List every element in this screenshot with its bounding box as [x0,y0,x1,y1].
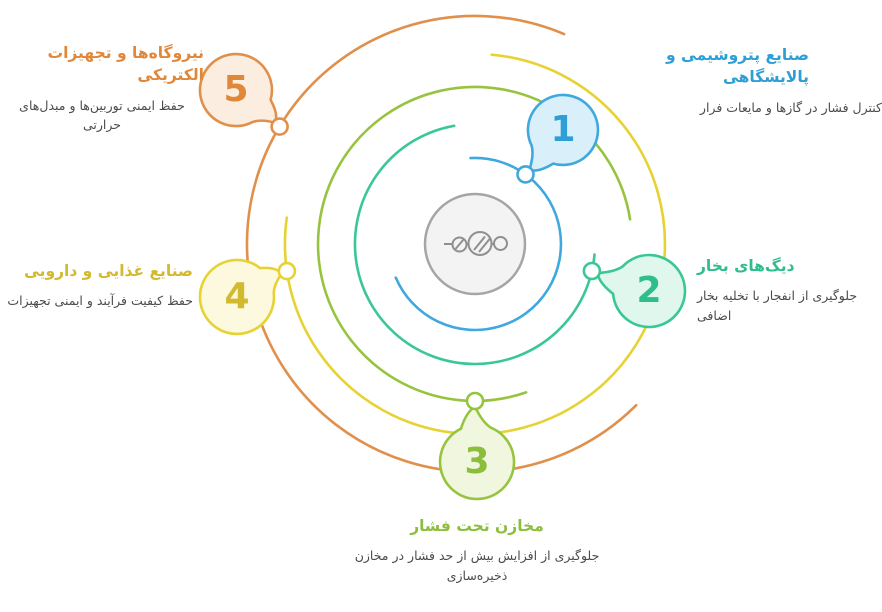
bubble-number-1: 1 [550,109,576,150]
section-2-label [697,255,882,325]
section-5-description: حفظ ایمنی توربین‌ها و مبدل‌های حرارتی [19,97,185,133]
section-5-title: نیروگاه‌ها و تجهیزات الکتریکی [47,44,204,85]
bubble-number-5: 5 [223,69,249,110]
section-1-label [652,44,882,117]
section-4-label [2,260,193,311]
bubble-number-4: 4 [224,276,250,317]
section-1-description: کنترل فشار در گازها و مایعات فرار [699,99,882,115]
section-2-title: دیگ‌های بخار [697,257,795,275]
section-3-label [352,515,602,585]
ring-node-4 [279,263,295,279]
bubble-number-3: 3 [464,441,490,482]
ring-node-3 [467,393,483,409]
section-5-label [0,42,204,135]
ring-node-5 [272,119,288,135]
section-3-title: مخازن تحت فشار [410,517,544,535]
section-4-description: حفظ کیفیت فرآیند و ایمنی تجهیزات [7,293,193,309]
section-3-description: جلوگیری از افزایش بیش از حد فشار در مخازن ذخیره‌سازی [354,548,600,583]
section-4-title: صنایع غذایی و دارویی [23,262,193,280]
valves-icon-end-circle [494,237,507,250]
ring-node-1 [518,166,534,182]
section-2-description: جلوگیری از انفجار با تخلیه بخار اضافی [697,288,858,323]
bubble-number-2: 2 [636,270,662,311]
section-1-title: صنایع پتروشیمی و پالایشگاهی [665,46,809,87]
ring-node-2 [584,263,600,279]
